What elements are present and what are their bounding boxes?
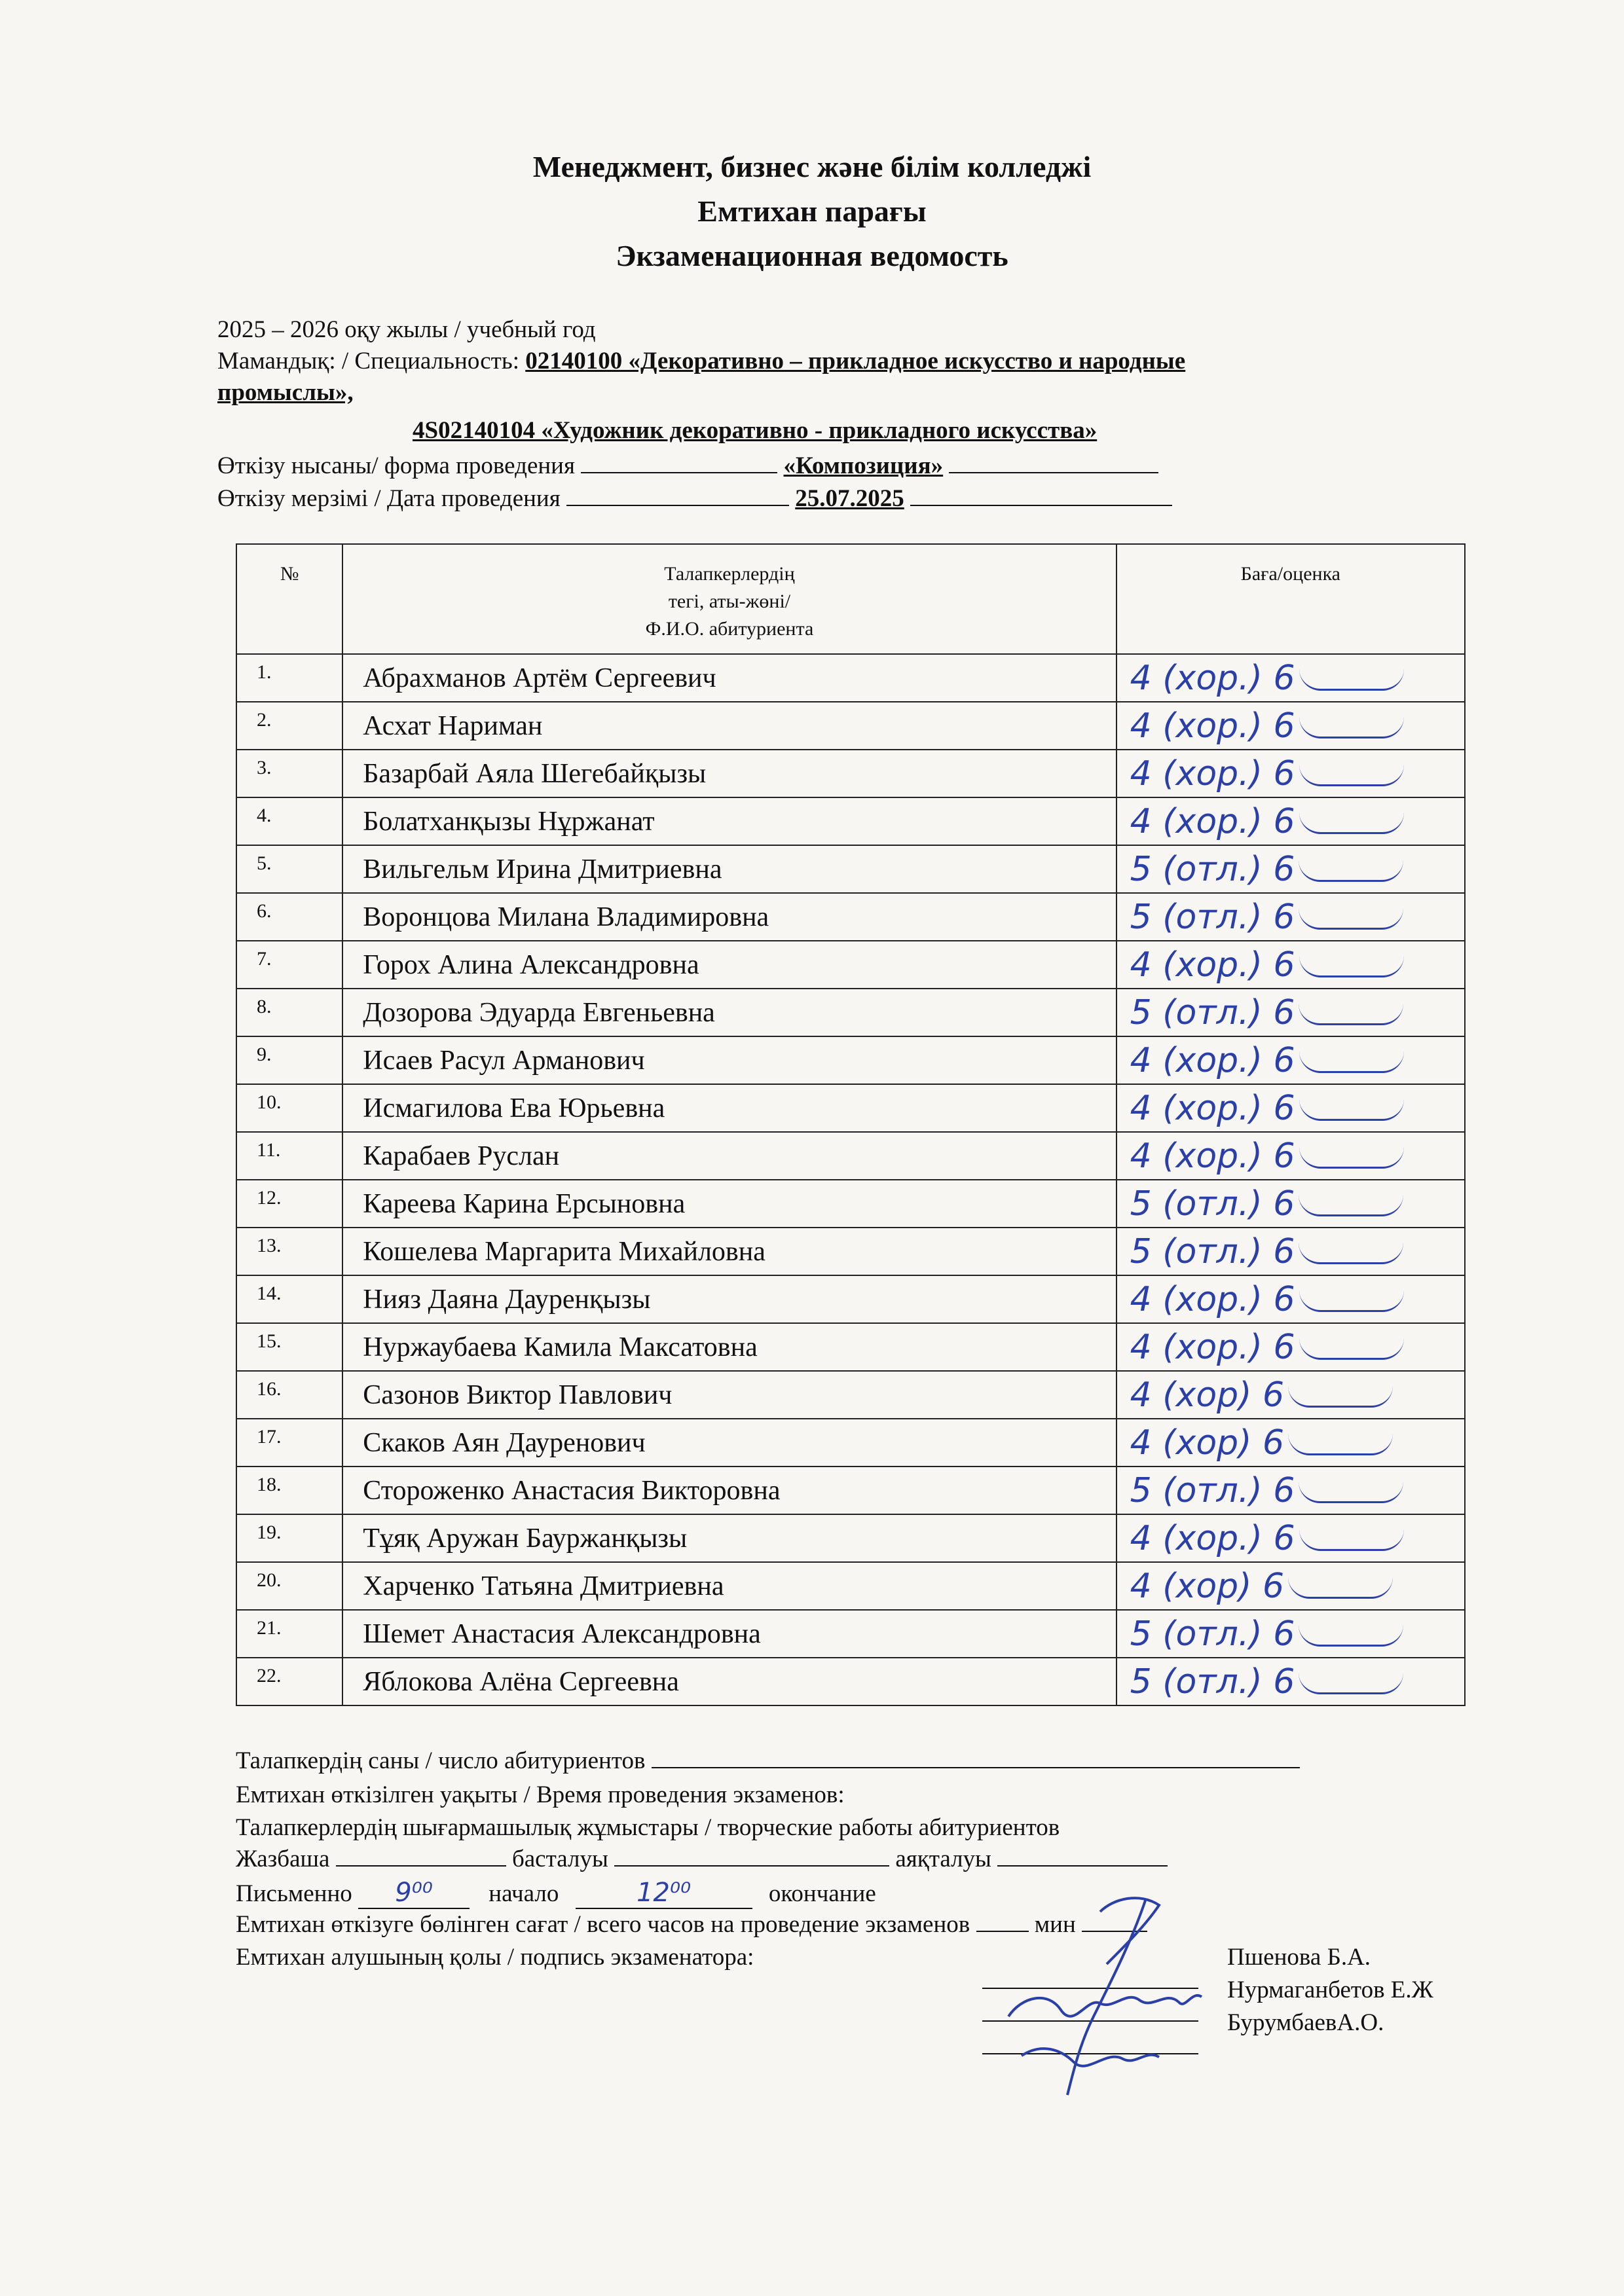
written-kz-line	[236, 1845, 1168, 1873]
date-blank-2	[910, 485, 1172, 506]
row-number: 13.	[236, 1228, 342, 1275]
written-ru-line	[236, 1878, 876, 1909]
applicant-name: Воронцова Милана Владимировна	[342, 893, 1116, 941]
applicant-name: Асхат Нариман	[342, 702, 1116, 750]
results-table	[236, 543, 1466, 1706]
col-name-header	[342, 544, 1116, 654]
grade-signature	[1288, 1386, 1393, 1408]
specialty-label: Мамандық: / Специальность:	[217, 348, 519, 374]
grade-value: 4 (хор) 6	[1130, 1566, 1285, 1606]
grade-signature	[1299, 1529, 1404, 1551]
table-row	[236, 1275, 1465, 1323]
applicant-grade	[1116, 1562, 1465, 1610]
applicant-grade	[1116, 1180, 1465, 1228]
grade-signature	[1299, 765, 1404, 786]
col-number-header: №	[236, 544, 342, 654]
hours-label: Емтихан өткізуге бөлінген сағат / всего часов на проведение экзаменов	[236, 1911, 970, 1938]
grade-value: 4 (хор.) 6	[1130, 1040, 1295, 1080]
row-number: 6.	[236, 893, 342, 941]
row-number: 5.	[236, 845, 342, 893]
academic-year: 2025 – 2026 оқу жылы / учебный год	[217, 316, 596, 343]
specialty-value: 02140100 «Декоративно – прикладное искусство и народные	[525, 348, 1186, 374]
applicant-name: Исмагилова Ева Юрьевна	[342, 1084, 1116, 1132]
table-row	[236, 1371, 1465, 1419]
college-name: Менеджмент, бизнес және білім колледжі	[532, 150, 1092, 183]
date-label: Өткізу мерзімі / Дата проведения	[217, 485, 561, 512]
table-row	[236, 1228, 1465, 1275]
row-number: 18.	[236, 1467, 342, 1514]
grade-signature	[1299, 1243, 1403, 1264]
end-kz-label: аяқталуы	[895, 1846, 991, 1872]
applicant-grade	[1116, 1610, 1465, 1658]
applicant-name: Карабаев Руслан	[342, 1132, 1116, 1180]
grade-value: 5 (отл.) 6	[1130, 1184, 1295, 1224]
row-number: 11.	[236, 1132, 342, 1180]
table-row	[236, 702, 1465, 750]
applicant-name: Абрахманов Артём Сергеевич	[342, 654, 1116, 702]
count-blank	[652, 1747, 1300, 1768]
count-line	[236, 1747, 1300, 1775]
grade-value: 4 (хор.) 6	[1130, 1279, 1295, 1319]
table-row	[236, 654, 1465, 702]
applicant-grade	[1116, 1658, 1465, 1705]
grade-value: 5 (отл.) 6	[1130, 1614, 1295, 1654]
applicant-name: Скаков Аян Дауренович	[342, 1419, 1116, 1467]
applicant-grade	[1116, 941, 1465, 989]
row-number: 19.	[236, 1514, 342, 1562]
grade-value: 4 (хор.) 6	[1130, 945, 1295, 985]
table-row	[236, 941, 1465, 989]
applicant-grade	[1116, 1467, 1465, 1514]
date-blank	[566, 485, 789, 506]
written-kz-label: Жазбаша	[236, 1846, 330, 1872]
specialty-line-2	[217, 378, 354, 407]
grade-signature	[1299, 1147, 1404, 1169]
applicant-grade	[1116, 797, 1465, 845]
grade-value: 4 (хор.) 6	[1130, 801, 1295, 841]
time-label: Емтихан өткізілген уақыты / Время проведения экзаменов:	[236, 1781, 845, 1808]
table-header-row	[236, 544, 1465, 654]
grade-signature	[1299, 669, 1404, 691]
applicant-grade	[1116, 1371, 1465, 1419]
grade-value: 5 (отл.) 6	[1130, 849, 1295, 889]
applicant-name: Тұяқ Аружан Бауржанқызы	[342, 1514, 1116, 1562]
table-row	[236, 1180, 1465, 1228]
title-ru: Экзаменационная ведомость	[616, 239, 1008, 272]
grade-signature	[1299, 1482, 1403, 1503]
grade-signature	[1299, 812, 1404, 834]
table-row	[236, 1514, 1465, 1562]
table-row	[236, 1084, 1465, 1132]
grade-value: 4 (хор.) 6	[1130, 1518, 1295, 1558]
applicant-name: Горох Алина Александровна	[342, 941, 1116, 989]
grade-signature	[1299, 956, 1404, 977]
col-name-header-line-2: тегі, аты-жөні/	[668, 591, 791, 612]
applicant-grade	[1116, 1419, 1465, 1467]
row-number: 1.	[236, 654, 342, 702]
applicant-name: Шемет Анастасия Александровна	[342, 1610, 1116, 1658]
examiner-3: БурумбаевА.О.	[1227, 2009, 1384, 2036]
applicant-name: Кошелева Маргарита Михайловна	[342, 1228, 1116, 1275]
applicant-name: Базарбай Аяла Шегебайқызы	[342, 750, 1116, 797]
col-grade-header: Баға/оценка	[1116, 544, 1465, 654]
table-row	[236, 845, 1465, 893]
applicant-name: Сазонов Виктор Павлович	[342, 1371, 1116, 1419]
min-label: мин	[1034, 1911, 1076, 1938]
grade-value: 4 (хор.) 6	[1130, 658, 1295, 698]
written-ru-label: Письменно	[236, 1880, 352, 1907]
qualification-line	[413, 416, 1097, 445]
applicant-name: Дозорова Эдуарда Евгеньевна	[342, 989, 1116, 1036]
applicant-grade	[1116, 654, 1465, 702]
form-line	[217, 452, 1158, 480]
date-value: 25.07.2025	[795, 485, 904, 512]
examiner-signatures	[982, 1886, 1231, 2102]
qualification-value: 4S02140104 «Художник декоративно - прикладного искусства»	[413, 417, 1098, 444]
date-line	[217, 484, 1172, 513]
grade-value: 5 (отл.) 6	[1130, 993, 1295, 1032]
applicant-grade	[1116, 1228, 1465, 1275]
form-blank	[581, 452, 777, 473]
grade-value: 5 (отл.) 6	[1130, 897, 1295, 937]
start-time: 9⁰⁰	[358, 1878, 470, 1909]
end-ru-label: окончание	[768, 1880, 876, 1907]
row-number: 3.	[236, 750, 342, 797]
row-number: 9.	[236, 1036, 342, 1084]
form-label: Өткізу нысаны/ форма проведения	[217, 452, 575, 479]
grade-value: 4 (хор) 6	[1130, 1423, 1285, 1463]
applicant-name: Яблокова Алёна Сергеевна	[342, 1658, 1116, 1705]
applicant-name: Кареева Карина Ерсыновна	[342, 1180, 1116, 1228]
row-number: 2.	[236, 702, 342, 750]
col-name-header-line-1: Талапкерлердің	[664, 563, 795, 585]
start-ru-label: начало	[489, 1880, 559, 1907]
applicant-name: Нияз Даяна Дауренқызы	[342, 1275, 1116, 1323]
grade-value: 4 (хор.) 6	[1130, 706, 1295, 746]
grade-signature	[1299, 1338, 1404, 1360]
table-row	[236, 1467, 1465, 1514]
row-number: 21.	[236, 1610, 342, 1658]
grade-signature	[1299, 1099, 1404, 1121]
grade-signature	[1288, 1434, 1393, 1455]
row-number: 7.	[236, 941, 342, 989]
table-row	[236, 1036, 1465, 1084]
applicant-name: Нуржаубаева Камила Максатовна	[342, 1323, 1116, 1371]
written-kz-blank	[336, 1846, 506, 1867]
col-name-header-line-3: Ф.И.О. абитуриента	[645, 618, 814, 640]
applicant-grade	[1116, 1084, 1465, 1132]
table-row	[236, 1132, 1465, 1180]
applicant-grade	[1116, 702, 1465, 750]
table-row	[236, 989, 1465, 1036]
row-number: 16.	[236, 1371, 342, 1419]
table-row	[236, 893, 1465, 941]
table-row	[236, 1658, 1465, 1705]
applicant-grade	[1116, 1036, 1465, 1084]
row-number: 4.	[236, 797, 342, 845]
signature-label: Емтихан алушының қолы / подпись экзаменатора:	[236, 1944, 754, 1971]
title-kz: Емтихан парағы	[697, 194, 927, 228]
row-number: 22.	[236, 1658, 342, 1705]
grade-signature	[1299, 1195, 1403, 1216]
applicant-name: Вильгельм Ирина Дмитриевна	[342, 845, 1116, 893]
applicant-grade	[1116, 893, 1465, 941]
grade-signature	[1299, 1673, 1403, 1694]
form-blank-2	[949, 452, 1158, 473]
grade-signature	[1299, 1290, 1404, 1312]
grade-value: 4 (хор.) 6	[1130, 1327, 1295, 1367]
applicant-name: Исаев Расул Арманович	[342, 1036, 1116, 1084]
grade-signature	[1299, 1004, 1403, 1025]
applicant-name: Харченко Татьяна Дмитриевна	[342, 1562, 1116, 1610]
applicant-name: Стороженко Анастасия Викторовна	[342, 1467, 1116, 1514]
grade-value: 4 (хор) 6	[1130, 1375, 1285, 1415]
grade-signature	[1299, 860, 1403, 882]
table-row	[236, 1610, 1465, 1658]
specialty-value-2: промыслы»,	[217, 379, 354, 406]
start-kz-blank	[614, 1846, 889, 1867]
grade-value: 4 (хор.) 6	[1130, 1088, 1295, 1128]
applicant-grade	[1116, 1275, 1465, 1323]
row-number: 20.	[236, 1562, 342, 1610]
applicant-grade	[1116, 1514, 1465, 1562]
examiner-1: Пшенова Б.А.	[1227, 1944, 1371, 1971]
applicant-grade	[1116, 845, 1465, 893]
grade-value: 4 (хор.) 6	[1130, 1136, 1295, 1176]
applicant-grade	[1116, 1132, 1465, 1180]
table-row	[236, 1562, 1465, 1610]
row-number: 17.	[236, 1419, 342, 1467]
applicant-grade	[1116, 1323, 1465, 1371]
applicant-name: Болатханқызы Нұржанат	[342, 797, 1116, 845]
grade-signature	[1299, 1625, 1403, 1647]
grade-value: 5 (отл.) 6	[1130, 1231, 1295, 1271]
grade-value: 4 (хор.) 6	[1130, 754, 1295, 793]
end-kz-blank	[997, 1846, 1168, 1867]
grade-signature	[1288, 1577, 1393, 1599]
row-number: 15.	[236, 1323, 342, 1371]
applicant-grade	[1116, 750, 1465, 797]
grade-signature	[1299, 717, 1404, 738]
table-row	[236, 797, 1465, 845]
grade-value: 5 (отл.) 6	[1130, 1470, 1295, 1510]
grade-signature	[1299, 1051, 1404, 1073]
row-number: 10.	[236, 1084, 342, 1132]
start-kz-label: басталуы	[511, 1846, 608, 1872]
works-label: Талапкерлердің шығармашылық жұмыстары / творческие работы абитуриентов	[236, 1814, 1060, 1841]
row-number: 14.	[236, 1275, 342, 1323]
grade-signature	[1299, 908, 1403, 930]
table-row	[236, 1323, 1465, 1371]
table-row	[236, 750, 1465, 797]
row-number: 8.	[236, 989, 342, 1036]
end-time: 12⁰⁰	[576, 1878, 752, 1909]
form-value: «Композиция»	[783, 452, 944, 479]
specialty-line	[217, 347, 1185, 375]
count-label: Талапкердің саны / число абитуриентов	[236, 1747, 646, 1774]
row-number: 12.	[236, 1180, 342, 1228]
applicant-grade	[1116, 989, 1465, 1036]
examiner-2: Нурмаганбетов Е.Ж	[1227, 1977, 1433, 2003]
grade-value: 5 (отл.) 6	[1130, 1662, 1295, 1702]
table-row	[236, 1419, 1465, 1467]
